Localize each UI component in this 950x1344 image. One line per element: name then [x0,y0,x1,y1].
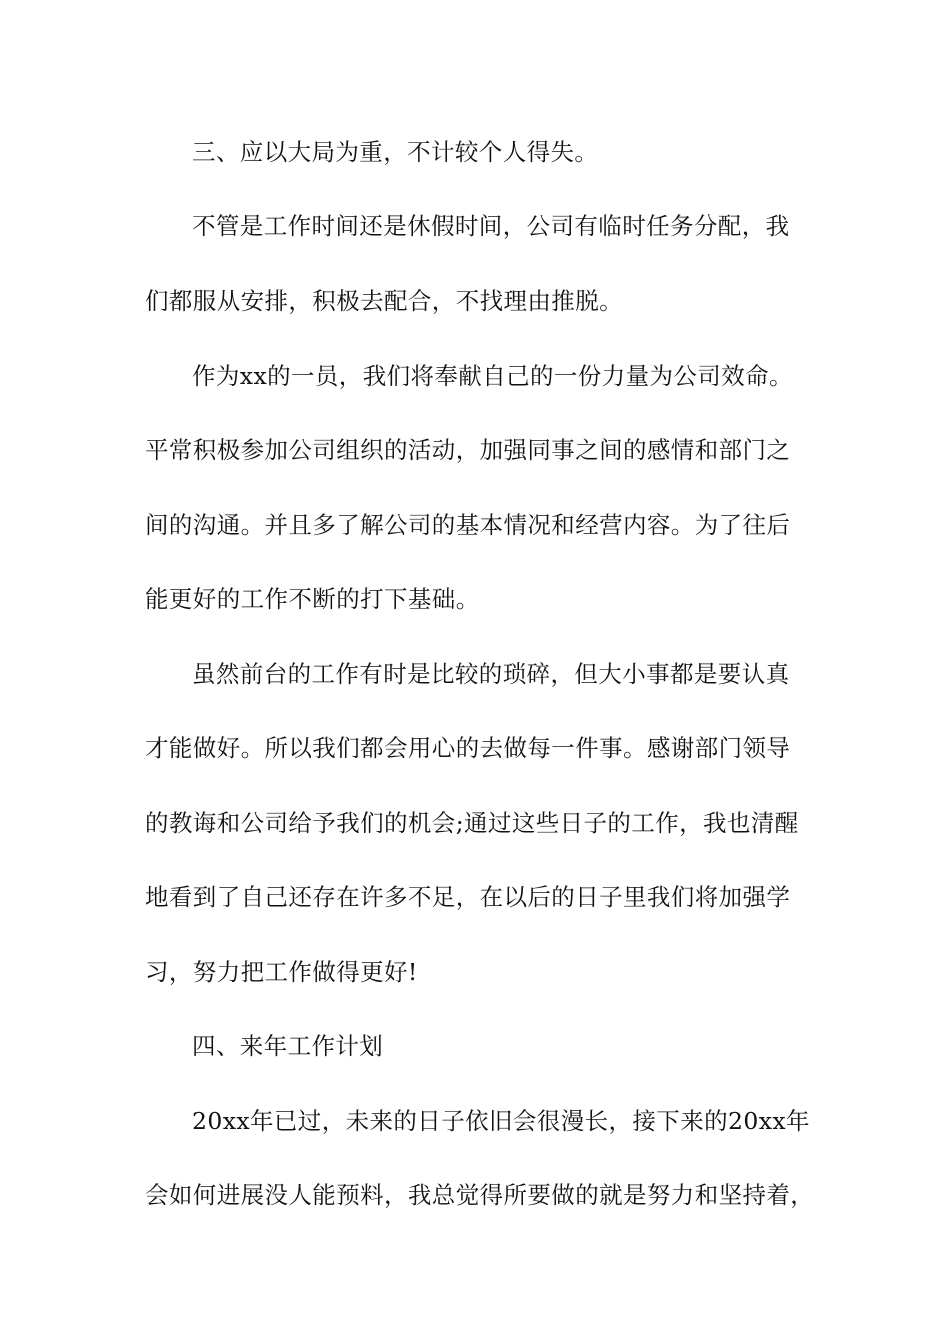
paragraph-line: 间的沟通。并且多了解公司的基本情况和经营内容。为了往后 [145,511,791,539]
section-heading-3: 三、应以大局为重，不计较个人得失。 [192,138,599,166]
paragraph-line: 的教诲和公司给予我们的机会;通过这些日子的工作，我也清醒 [145,809,799,837]
paragraph-line: 才能做好。所以我们都会用心的去做每一件事。感谢部门领导 [145,734,791,762]
paragraph-line: 习，努力把工作做得更好! [145,958,418,986]
paragraph-line: 平常积极参加公司组织的活动，加强同事之间的感情和部门之 [145,436,791,464]
paragraph-line: 虽然前台的工作有时是比较的琐碎，但大小事都是要认真 [192,660,790,688]
paragraph-line: 作为xx的一员，我们将奉献自己的一份力量为公司效命。 [192,362,793,390]
paragraph-line: 不管是工作时间还是休假时间，公司有临时任务分配，我 [192,212,790,240]
paragraph-line: 会如何进展没人能预料，我总觉得所要做的就是努力和坚持着， [145,1181,815,1209]
paragraph-line: 地看到了自己还存在许多不足，在以后的日子里我们将加强学 [145,883,791,911]
section-heading-4: 四、来年工作计划 [192,1032,384,1060]
paragraph-line: 们都服从安排，积极去配合，不找理由推脱。 [145,287,623,315]
paragraph-line: 20xx年已过，未来的日子依旧会很漫长，接下来的20xx年 [192,1107,810,1135]
paragraph-line: 能更好的工作不断的打下基础。 [145,585,480,613]
